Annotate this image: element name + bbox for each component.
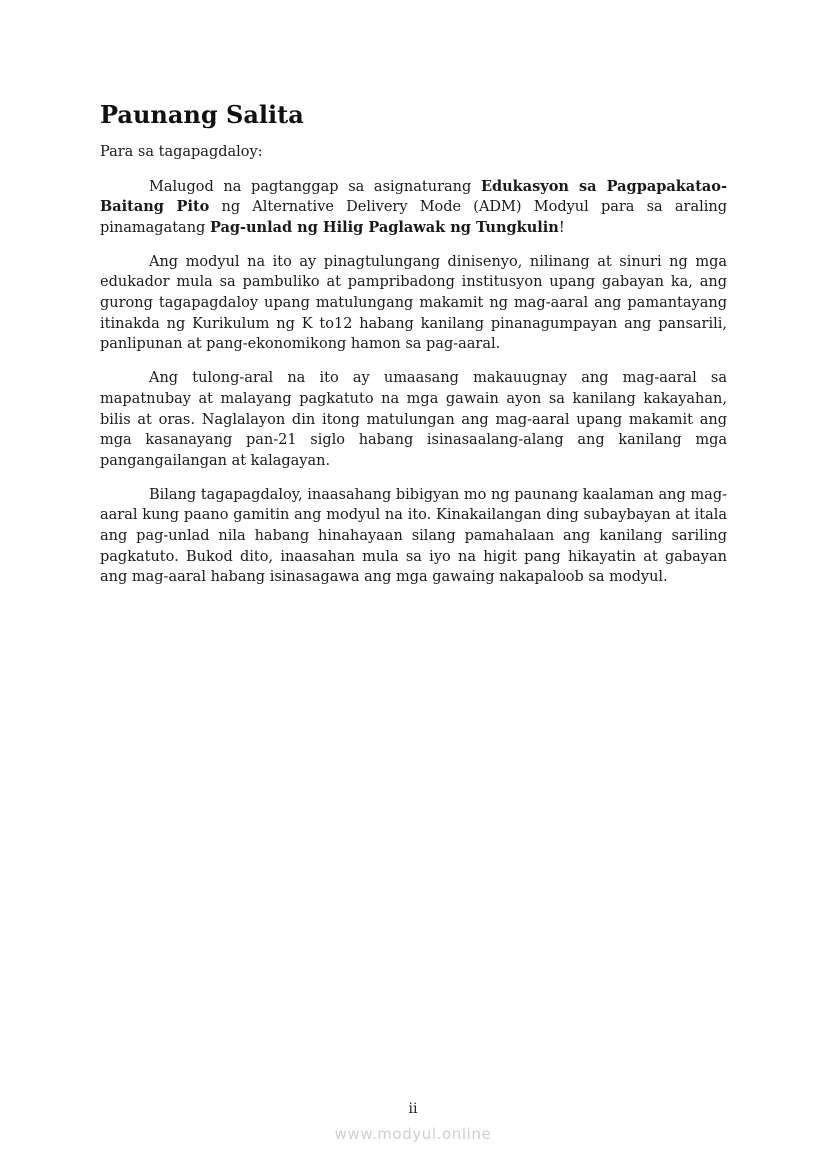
lesson-title: Pag-unlad ng Hilig Paglawak ng Tungkulin	[209, 218, 559, 236]
page-title: Paunang Salita	[100, 100, 304, 129]
salutation: Para sa tagapagdaloy:	[100, 144, 263, 160]
page-number: ii	[408, 1101, 418, 1117]
subject-name: Edukasyon sa Pagpapakatao-Baitang Pito	[100, 177, 727, 216]
welcome-intro-text: Malugod na pagtanggap sa asignaturang	[149, 178, 481, 195]
paragraph-module-design: Ang modyul na ito ay pinagtulungang dinisenyo, nilinang at sinuri ng mga edukador mula sa pambuliko at pampribadong institusyon upang gabayan ka, ang gurong tagapagdaloy upang matulungang makamit ng mag-aaral ang pamantayang itinakda ng Kurikulum ng K to12 habang kanilang pinanagumpayan ang pansarili, panlipunan at pang-ekonomikong hamon sa pag-aaral.	[100, 253, 727, 353]
watermark: www.modyul.online	[334, 1125, 492, 1143]
welcome-middle-text: ng Alternative Delivery Mode (ADM) Modyul para sa araling pinamagatang	[100, 199, 727, 236]
paragraph-facilitator-role: Bilang tagapagdaloy, inaasahang bibigyan mo ng paunang kaalaman ang mag-aaral kung paano gamitin ang modyul na ito. Kinakailangan ding subaybayan at itala ang pag-unlad nila habang hinahayaan silang pamahalaan ang kanilang sariling pagkatuto. Bukod dito, inaasahan mula sa iyo na higit pang hikayatin at gabayan ang mag-aaral habang isinasagawa ang mga gawaing nakapaloob sa modyul.	[100, 486, 727, 586]
welcome-end-punctuation: !	[558, 219, 565, 236]
paragraph-learning-aid: Ang tulong-aral na ito ay umaasang makauugnay ang mag-aaral sa mapatnubay at malayang pagkatuto na mga gawain ayon sa kanilang kakayahan, bilis at oras. Naglalayon din itong matulungan ang mag-aaral upang makamit ang mga kasanayang pan-21 siglo habang isinasaalang-alang ang kanilang mga pangangailangan at kalagayan.	[100, 370, 727, 469]
paragraph-welcome	[100, 177, 727, 239]
preface-section	[100, 98, 727, 601]
